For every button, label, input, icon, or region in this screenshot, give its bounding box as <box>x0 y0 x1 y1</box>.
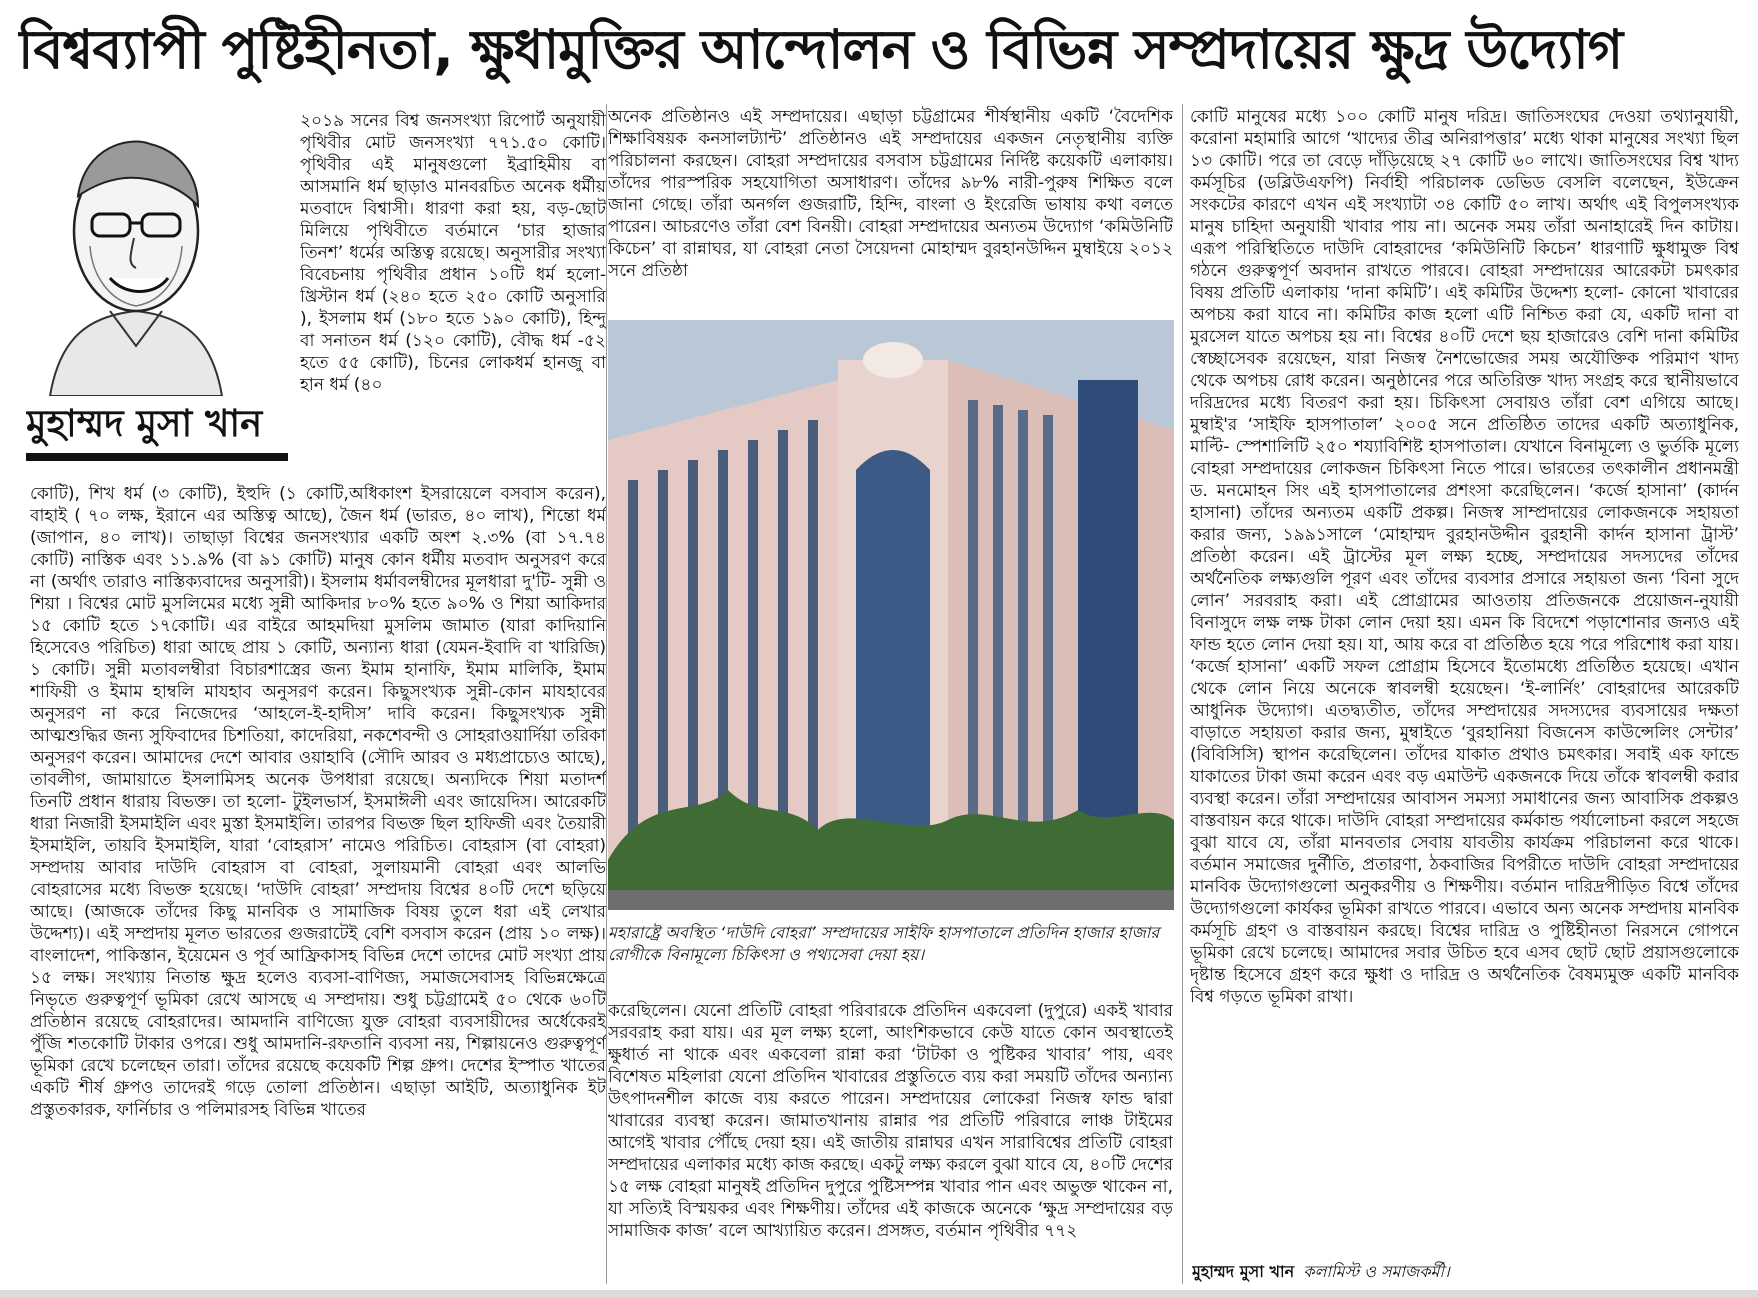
author-underline <box>26 453 288 461</box>
hospital-building-icon <box>608 320 1174 910</box>
byline-name: মুহাম্মদ মুসা খান <box>1192 1262 1295 1281</box>
photo-caption: মহারাষ্ট্রে অবস্থিত ‘দাউদি বোহরা’ সম্প্রদায়ের সাইফি হাসপাতালে প্রতিদিন হাজার হাজার রোগীকে বিনামূল্যে চিকিৎসা ও পথ্যসেবা দেয়া হয়। <box>608 923 1160 964</box>
article-paragraph-col1: কোটি), শিখ ধর্ম (৩ কোটি), ইহুদি (১ কোটি,অধিকাংশ ইসরায়েলে বসবাস করেন), বাহাই ( ৭০ লক্ষ, ইরানে এর অস্তিত্ব আছে), জৈন ধর্ম (ভারত, ৪০ লাখ), শিন্তো ধর্ম (জাপান, ৪০ লাখ)। তাছাড়া বিশ্বের জনসংখ্যার একটি অংশ ২.৩% (বা ১৭.৭৪ কোটি) নাস্তিক এবং ১১.৯% (বা ৯১ কোটি) মানুষ কোন ধর্মীয় মতবাদ অনুসরণ করে না (অর্থাৎ তারাও নাস্তিক্যবাদের অনুসারী)। ইসলাম ধর্মাবলম্বীদের মূলধারা দু'টি- সুন্নী ও শিয়া । বিশ্বের মোট মুসলিমের মধ্যে সুন্নী আকিদার ৮০% হতে ৯০% ও শিয়া আকিদার ১৫ কোটি হতে ১৭কোটি। এর বাইরে আহমদিয়া মুসলিম জামাত (যারা কাদিয়ানি হিসেবেও পরিচিত) ধারা আছে প্রায় ১ কোটি, অন্যান্য ধারা (যেমন-ইবাদি বা খারিজি) ১ কোটি। সুন্নী মতাবলম্বীরা বিচারশাস্ত্রের জন্য ইমাম হানাফি, ইমাম মালিকি, ইমাম শাফিয়ী ও ইমাম হাম্বলি মাযহাব অনুসরণ করেন। কিছুসংখ্যক সুন্নী-কোন মাযহাবের অনুসরণ না করে নিজেদের ‘আহলে-ই-হাদীস’ দাবি করেন। কিছুসংখ্যক সুন্নী আত্মশুদ্ধির জন্য সুফিবাদের চিশতিয়া, কাদেরিয়া, নকশেবন্দী ও সোহরাওয়ার্দিয়া তরিকা অনুসরণ করেন। আমাদের দেশে আবার ওয়াহাবি (সৌদি আরব ও মধ্যপ্রাচ্যেও আছে), তাবলীগ, জামায়াতে ইসলামিসহ অনেক উপধারা রয়েছে। অন্যদিকে শিয়া মতাদর্শ তিনটি প্রধান ধারায় বিভক্ত। তা হলো- টুইলভার্স, ইসমাঈলী এবং জায়েদিস। আরেকটি ধারা নিজারী ইসমাইলি এবং মুস্তা ইসমাইলি। তারপর বিভক্ত ছিল হাফিজী এবং তৈয়ারী ইসমাইলি, তায়বি ইসমাইলি, যারা ‘বোহরাস’ নামেও পরিচিত। বোহরাস (বা বোহরা) সম্প্রদায় আবার দাউদি বোহরাস বা বোহরা, সুলায়মানী বোহরা এবং আলভি বোহরাসের মধ্যে বিভক্ত হয়েছে। ‘দাউদি বোহরা’ সম্প্রদায় বিশ্বের ৪০টি দেশে ছড়িয়ে আছে। (আজকে তাঁদের কিছু মানবিক ও সামাজিক বিষয় তুলে ধরা এই লেখার উদ্দেশ্য)। এই সম্প্রদায় মূলত ভারতের গুজরাটেই বেশি বসবাস করেন (প্রায় ১০ লক্ষ)। বাংলাদেশ, পাকিস্তান, ইয়েমেন ও পূর্ব আফ্রিকাসহ বিভিন্ন দেশে তাদের মোট সংখ্যা প্রায় ১৫ লক্ষ। সংখ্যায় নিতান্ত ক্ষুদ্র হলেও ব্যবসা-বাণিজ্য, সমাজসেবাসহ বিভিন্নক্ষেত্রে নিভৃতে গুরুত্বপূর্ণ ভূমিকা রেখে আসছে এ সম্প্রদায়। শুধু চট্টগ্রামেই ৫০ থেকে ৬০টি প্রতিষ্ঠান রয়েছে বোহরাদের। আমদানি বাণিজ্যে যুক্ত বোহরা ব্যবসায়ীদের অর্ধেকেরই পুঁজি শতকোটি টাকার ওপরে। শুধু আমদানি-রফতানি ব্যবসা নয়, শিল্পায়নেও গুরুত্বপূর্ণ ভূমিকা রেখে চলেছেন তারা। তাঁদের রয়েছে কয়েকটি শিল্প গ্রুপ। দেশের ইস্পাত খাতের একটি শীর্ষ গ্রুপও তাদেরই গড়ে তোলা প্রতিষ্ঠান। এছাড়া আইটি, অত্যাধুনিক ইট প্রস্তুতকারক, ফার্নিচার ও পলিমারসহ বিভিন্ন খাতের <box>30 484 606 1120</box>
column-divider <box>1182 104 1183 1284</box>
author-portrait <box>30 106 242 396</box>
byline-role: কলামিস্ট ও সমাজকর্মী। <box>1303 1262 1450 1281</box>
byline <box>1192 1258 1740 1286</box>
headline: বিশ্বব্যাপী পুষ্টিহীনতা, ক্ষুধামুক্তির আন্দোলন ও বিভিন্ন সম্প্রদায়ের ক্ষুদ্র উদ্যোগ <box>18 18 1623 81</box>
column-divider <box>606 104 607 1284</box>
author-name: মুহাম্মদ মুসা খান <box>26 402 263 445</box>
article-paragraph-col2-bottom: করেছিলেন। যেনো প্রতিটি বোহরা পরিবারকে প্রতিদিন একবেলা (দুপুরে) একই খাবার সরবরাহ করা যায়। এর মূল লক্ষ্য হলো, আংশিকভাবে কেউ যাতে কোন অবস্থাতেই ক্ষুধার্ত না থাকে এবং একবেলা রান্না করা ‘টাটকা ও পুষ্টিকর খাবার’ পায়, এবং বিশেষত মহিলারা যেনো প্রতিদিন খাবারের প্রস্তুতিতে ব্যয় করা সময়টি তাঁদের অন্যান্য উৎপাদনশীল কাজে ব্যয় করতে পারেন। সম্প্রদায়ের লোকেরা নিজস্ব ফান্ড দ্বারা খাবারের ব্যবস্থা করেন। জামাতখানায় রান্নার পর প্রতিটি পরিবারে লাঞ্চ টাইমের আগেই খাবার পৌঁছে দেয়া হয়। এই জাতীয় রান্নাঘর এখন সারাবিশ্বের প্রতিটি বোহরা সম্প্রদায়ের এলাকার মধ্যে কাজ করছে। একটু লক্ষ্য করলে বুঝা যাবে যে, ৪০টি দেশের ১৫ লক্ষ বোহরা মানুষই প্রতিদিন দুপুরে পুষ্টিসম্পন্ন খাবার পান এবং অভুক্ত থাকেন না, যা সত্যিই বিস্ময়কর এবং শিক্ষণীয়। তাঁদের এই কাজকে অনেকে ‘ক্ষুদ্র সম্প্রদায়ের বড় সামাজিক কাজ’ বলে আখ্যায়িত করেন। প্রসঙ্গত, বর্তমান পৃথিবীর ৭৭২ <box>608 1001 1173 1241</box>
article-paragraph-col3: কোটি মানুষের মধ্যে ১০০ কোটি মানুষ দরিদ্র। জাতিসংঘের দেওয়া তথ্যানুযায়ী, করোনা মহামারি আগে ‘খাদ্যের তীব্র অনিরাপত্তার’ মধ্যে থাকা মানুষের সংখ্যা ছিল ১৩ কোটি। পরে তা বেড়ে দাঁড়িয়েছে ২৭ কোটি ৬০ লাখে। জাতিসংঘের বিশ্ব খাদ্য কর্মসূচির (ডব্লিউএফপি) নির্বাহী পরিচালক ডেভিড বেসলি বলেছেন, ইউক্রেন সংকটের কারণে এখন এই সংখ্যাটা ৩৪ কোটি ৫০ লাখ। অর্থাৎ এই বিপুলসংখ্যক মানুষ চাহিদা অনুযায়ী খাবার পায় না। অনেক সময় তাঁরা অনাহারেই দিন কাটায়। এরূপ পরিস্থিতিতে দাউদি বোহরাদের ‘কমিউনিটি কিচেন’ ধারণাটি ক্ষুধামুক্ত বিশ্ব গঠনে গুরুত্বপূর্ণ অবদান রাখতে পারবে। বোহরা সম্প্রদায়ের আরেকটা চমৎকার বিষয় প্রতিটি এলাকায় ‘দানা কমিটি’। এই কমিটির উদ্দেশ্য হলো- কোনো খাবারের অপচয় করা যাবে না। কমিটির কাজ হলো এটি নিশ্চিত করা যে, একটি দানা বা মুরসেল যাতে অপচয় হয় না। বিশ্বের ৪০টি দেশে ছয় হাজারেও বেশি দানা কমিটির স্বেচ্ছাসেবক রয়েছেন, যারা নিজস্ব নৈশভোজের সময় অযৌক্তিক পরিমাণ খাদ্য থেকে অপচয় রোধ করেন। অনুষ্ঠানের পরে অতিরিক্ত খাদ্য সংগ্রহ করে স্থানীয়ভাবে দরিদ্রদের মধ্যে বিতরণ করা হয়। চিকিৎসা সেবায়ও তাঁরা বেশ এগিয়ে আছে। মুম্বাই'র ‘সাইফি হাসপাতাল’ ২০০৫ সনে প্রতিষ্ঠিত তাদের একটি অত্যাধুনিক, মাল্টি- স্পেশালিটি ২৫০ শয্যাবিশিষ্ট হাসপাতাল। যেখানে বিনামূল্যে ও ভুর্তকি মূল্যে বোহরা সম্প্রদায়ের লোকজন চিকিৎসা নিতে পারে। ভারতের তৎকালীন প্রধানমন্ত্রী ড. মনমোহন সিং এই হাসপাতালের প্রশংসা করেছিলেন। ‘কর্জে হাসানা’ (কার্দন হাসানা) তাঁদের অন্যতম একটি প্রকল্প। নিজস্ব সাম্প্রদায়ের লোকজনকে সহায়তা করার জন্য, ১৯৯১সালে ‘মোহাম্মদ বুরহানউদ্দীন বুরহানী কার্দন হাসানা ট্রাস্ট’ প্রতিষ্ঠা করেন। এই ট্রাস্টের মূল লক্ষ্য হচ্ছে, সম্প্রদায়ের সদস্যদের তাঁদের অর্থনৈতিক লক্ষ্যগুলি পূরণ এবং তাঁদের ব্যবসার প্রসারে সহায়তা জন্য ‘বিনা সুদে লোন’ সরবরাহ করা। এই প্রোগ্রামের আওতায় প্রতিজনকে প্রয়োজন-নুযায়ী বিনাসুদে লক্ষ লক্ষ টাকা লোন দেয়া হয়। এমন কি বিদেশে পড়াশোনার জন্যও এই ফান্ড হতে লোন দেয়া হয়। যা, আয় করে বা প্রতিষ্ঠিত হয়ে পরে পরিশোধ করা যায়। ‘কর্জে হাসানা’ একটি সফল প্রোগ্রাম হিসেবে ইতোমধ্যে প্রতিষ্ঠিত হয়েছে। এখান থেকে লোন নিয়ে অনেকে স্বাবলম্বী হয়েছেন। ‘ই-লার্নিং’ বোহরাদের আরেকটি আধুনিক উদ্যোগ। এতদ্ব্যতীত, তাঁদের সম্প্রদায়ের সদস্যদের ব্যবসায়ের দক্ষতা বাড়াতে সহায়তা করার জন্য, মুম্বাইতে ‘বুরহানিয়া বিজনেস কাউন্সেলিং সেন্টার’ (বিবিসিসি) স্থাপন করেছিলেন। তাঁদের যাকাত প্রথাও চমৎকার। সবাই এক ফান্ডে যাকাতের টাকা জমা করেন এবং বড় এমাউন্ট একজনকে দিয়ে তাঁকে স্বাবলম্বী করার ব্যবস্থা করেন। তাঁরা সম্প্রদায়ের আবাসন সমস্যা সমাধানের জন্য আবাসিক প্রকল্পও বাস্তবায়ন করে থাকে। দাউদি বোহরা সম্প্রদায়ের কর্মকান্ড পর্যালোচনা করলে সহজে বুঝা যাবে যে, তাঁরা মানবতার সেবায় যাবতীয় কার্যক্রম পরিচালনা করে থাকে। বর্তমান সমাজের দুর্নীতি, প্রতারণা, ঠকবাজির বিপরীতে দাউদি বোহরা সম্প্রদায়ের মানবিক উদ্যোগগুলো অনুকরণীয় ও শিক্ষণীয়। বর্তমান দারিদ্রপীড়িত বিশ্বে তাঁদের উদ্যোগগুলো কার্যকর ভূমিকা রাখতে পারবে। এভাবে অন্য অনেক সম্প্রদায় মানবিক কর্মসূচি গ্রহণ ও বাস্তবায়ন করছে। বিশ্বের দারিদ্র ও পুষ্টিহীনতা নিরসনে গোপনে ভূমিকা রেখে চলেছে। আমাদের সবার উচিত হবে এসব ছোট ছোট প্রয়াসগুলোকে দৃষ্টান্ত হিসেবে গ্রহণ করে ক্ষুধা ও দারিদ্র ও অর্থনৈতিক বৈষম্যমুক্ত একটি মানবিক বিশ্ব গড়তে ভূমিকা রাখা। <box>1190 107 1739 1007</box>
portrait-sketch-icon <box>30 106 242 396</box>
hospital-photo <box>608 320 1174 910</box>
article-paragraph-col2-top: অনেক প্রতিষ্ঠানও এই সম্প্রদায়ের। এছাড়া চট্টগ্রামের শীর্ষস্থানীয় একটি ‘বৈদেশিক শিক্ষাবিষয়ক কনসালট্যান্ট’ প্রতিষ্ঠানও এই সম্প্রদায়ের একজন নেতৃস্থানীয় ব্যক্তি পরিচালনা করছেন। বোহরা সম্প্রদায়ের বসবাস চট্টগ্রামের নির্দিষ্ট কয়েকটি এলাকায়। তাঁদের পারস্পরিক সহযোগিতা অসাধারণ। তাঁদের ৯৮% নারী-পুরুষ শিক্ষিত বলে জানা গেছে। তাঁরা অনর্গল গুজরাটি, হিন্দি, বাংলা ও ইংরেজি ভাষায় কথা বলতে পারেন। আচরণেও তাঁরা বেশ বিনয়ী। বোহরা সম্প্রদায়ের অন্যতম উদ্যোগ ‘কমিউনিটি কিচেন’ বা রান্নাঘর, যা বোহরা নেতা সৈয়েদনা মোহাম্মদ বুরহানউদ্দিন মুম্বাইয়ে ২০১২ সনে প্রতিষ্ঠা <box>608 107 1173 281</box>
bottom-rule <box>0 1290 1758 1297</box>
article-paragraph-intro: ২০১৯ সনের বিশ্ব জনসংখ্যা রিপোর্ট অনুযায়ী পৃথিবীর মোট জনসংখ্যা ৭৭১.৫০ কোটি। পৃথিবীর এই মানুষগুলো ইব্রাহিমীয় বা আসমানি ধর্ম ছাড়াও মানবরচিত অনেক ধর্মীয় মতবাদে বিশ্বাসী। ধারণা করা হয়, বড়-ছোট মিলিয়ে পৃথিবীতে বর্তমানে ‘চার হাজার তিনশ’ ধর্মের অস্তিত্ব রয়েছে। অনুসারীর সংখ্যা বিবেচনায় পৃথিবীর প্রধান ১০টি ধর্ম হলো- খ্রিস্টান ধর্ম (২৪০ হতে ২৫০ কোটি অনুসারি ), ইসলাম ধর্ম (১৮০ হতে ১৯০ কোটি), হিন্দু বা সনাতন ধর্ম (১২০ কোটি), বৌদ্ধ ধর্ম -৫২ হতে ৫৫ কোটি), চিনের লোকধর্ম হানজু বা হান ধর্ম (৪০ <box>300 111 606 395</box>
